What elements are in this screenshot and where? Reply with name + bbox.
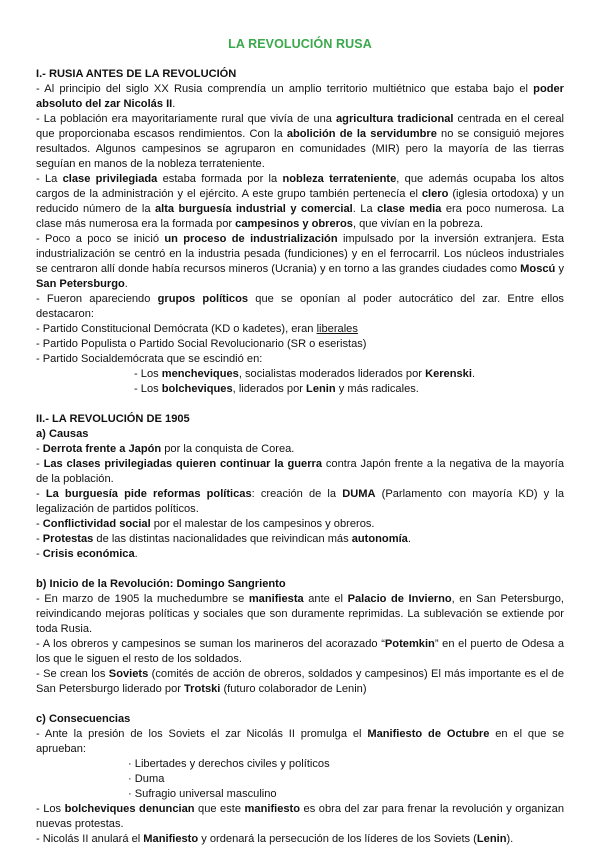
document-body: [36, 67, 564, 847]
list-item: - Partido Socialdemócrata que se escindió en:: [36, 353, 263, 365]
page-title: LA REVOLUCIÓN RUSA: [228, 37, 372, 51]
list-item: - Protestas de las distintas nacionalidades que reivindican más autonomía.: [36, 533, 411, 545]
subsection-heading: b) Inicio de la Revolución: Domingo Sangriento: [36, 578, 286, 590]
section-heading: I.- RUSIA ANTES DE LA REVOLUCIÓN: [36, 68, 237, 80]
list-item: - Derrota frente a Japón por la conquista de Corea.: [36, 443, 295, 455]
sub-list-item: - Los mencheviques, socialistas moderados liderados por Kerenski.: [134, 368, 476, 380]
spacer: [36, 397, 564, 412]
list-item: - Partido Constitucional Demócrata (KD o kadetes), eran liberales: [36, 323, 358, 335]
paragraph: - A los obreros y campesinos se suman los marineros del acorazado “Potemkin” en el puerto de Odesa a los que le siguen el resto de los soldados.: [36, 638, 564, 665]
list-item: - Conflictividad social por el malestar de los campesinos y obreros.: [36, 518, 375, 530]
paragraph: - La población era mayoritariamente rural que vivía de una agricultura tradicional centrada en el cereal que proporcionaba escasos rendimientos. Con la abolición de la servidumbre no se consiguió mejores resultados. Algunos campesinos se agruparon en comunidades (MIR) pero la mayoría de las tierras seguían en manos de la nobleza terrateniente.: [36, 113, 564, 170]
section-heading: II.- LA REVOLUCIÓN DE 1905: [36, 413, 190, 425]
paragraph: - Nicolás II anulará el Manifiesto y ordenará la persecución de los líderes de los Soviets (Lenin).: [36, 833, 514, 845]
subsection-heading: c) Consecuencias: [36, 713, 131, 725]
sub-list-item: · Libertades y derechos civiles y políticos: [128, 758, 330, 770]
paragraph: - Ante la presión de los Soviets el zar Nicolás II promulga el Manifiesto de Octubre en el que se aprueban:: [36, 728, 564, 755]
sub-list-item: - Los bolcheviques, liderados por Lenin y más radicales.: [134, 383, 419, 395]
list-item: - Crisis económica.: [36, 548, 138, 560]
paragraph: - La clase privilegiada estaba formada por la nobleza terrateniente, que además ocupaba los altos cargos de la administración y el ejército. A este grupo también pertenecía el clero (iglesia ortodoxa) y un reducido número de la alta burguesía industrial y comercial. La clase media era poco numerosa. La clase más numerosa era la formada por campesinos y obreros, que vivían en la pobreza.: [36, 173, 565, 230]
paragraph: - Se crean los Soviets (comités de acción de obreros, soldados y campesinos) El más importante es el de San Petersburgo liderado por Trotski (futuro colaborador de Lenin): [36, 668, 564, 695]
list-item: - Las clases privilegiadas quieren continuar la guerra contra Japón frente a la negativa de la mayoría de la población.: [36, 458, 564, 485]
spacer: [36, 562, 564, 577]
subsection-heading: a) Causas: [36, 428, 89, 440]
spacer: [36, 697, 564, 712]
paragraph: - Fueron apareciendo grupos políticos que se oponían al poder autocrático del zar. Entre ellos destacaron:: [36, 293, 564, 320]
list-item: - La burguesía pide reformas políticas: creación de la DUMA (Parlamento con mayoría KD) y la legalización de partidos políticos.: [36, 488, 564, 515]
list-item: - Partido Populista o Partido Social Revolucionario (SR o eseristas): [36, 338, 367, 350]
paragraph: - Los bolcheviques denuncian que este manifiesto es obra del zar para frenar la revolución y organizan nuevas protestas.: [36, 803, 564, 830]
paragraph: - Poco a poco se inició un proceso de industrialización impulsado por la inversión extranjera. Esta industrialización se centró en la industria pesada (fundiciones) y en el ferrocarril. Los núcleos industriales se centraron allí donde había recursos mineros (Ucrania) y en torno a las grandes ciudades como Moscú y San Petersburgo.: [36, 233, 564, 290]
paragraph: - Al principio del siglo XX Rusia comprendía un amplio territorio multiétnico que estaba bajo el poder absoluto del zar Nicolás II.: [36, 83, 564, 110]
sub-list-item: · Duma: [128, 773, 165, 785]
paragraph: - En marzo de 1905 la muchedumbre se manifiesta ante el Palacio de Invierno, en San Petersburgo, reivindicando mejoras políticas y sociales que son duramente reprimidas. La sublevación se extiende por toda Rusia.: [36, 593, 564, 635]
sub-list-item: · Sufragio universal masculino: [128, 788, 277, 800]
